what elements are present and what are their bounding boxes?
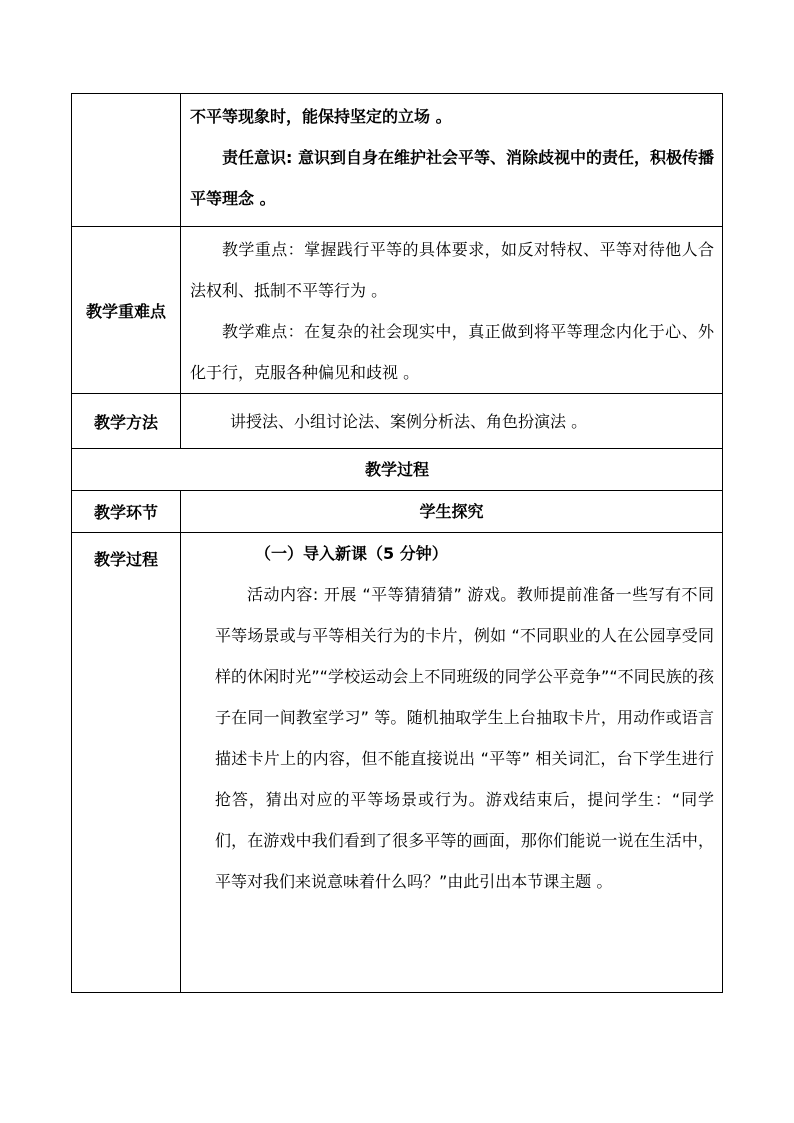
row-label-process: 教学过程 xyxy=(72,533,181,993)
process-cell xyxy=(181,533,722,902)
goals-cell xyxy=(181,94,722,219)
table-row-process xyxy=(72,533,723,993)
intro-activity-paragraph: 活动内容: 开展 “平等猜猜猜” 游戏。教师提前准备一些写有不同平等场景或与平等相关行为的卡片，例如 “不同职业的人在公园享受同样的休闲时光”“学校运动会上不同班级的同学公平竞争”“不同民族的孩子在同一间教室学习” 等。随机抽取学生上台抽取卡片，用动作或语言描述卡片上的内容，但不能直接说出 “平等” 相关词汇，台下学生进行抢答，猜出对应的平等场景或行为。游戏结束后，提问学生：“同学们，在游戏中我们看到了很多平等的画面，那你们能说一说在生活中，平等对我们来说意味着什么吗？”由此引出本节课主题 。 xyxy=(215,585,714,891)
process-header: 教学过程 xyxy=(364,460,429,479)
difficult-point-paragraph: 教学难点：在复杂的社会现实中，真正做到将平等理念内化于心、外化于行，克服各种偏见和歧视 。 xyxy=(190,322,714,382)
table-row-process-header xyxy=(72,449,723,491)
row-label-keypoints: 教学重难点 xyxy=(72,227,181,394)
table-row-goals xyxy=(72,94,723,227)
student-exploration-header: 学生探究 xyxy=(419,502,484,521)
responsibility-paragraph: 责任意识: 意识到自身在维护社会平等、消除歧视中的责任，积极传播平等理念 。 xyxy=(190,148,714,208)
row-label-stage: 教学环节 xyxy=(72,491,181,533)
row-label-empty xyxy=(72,94,181,227)
row-label-methods: 教学方法 xyxy=(72,394,181,449)
table-row-keypoints xyxy=(72,227,723,394)
keypoints-cell xyxy=(181,227,722,393)
methods-text: 讲授法、小组讨论法、案例分析法、角色扮演法 。 xyxy=(230,411,588,431)
table-row-stage-header xyxy=(72,491,723,533)
key-point-paragraph: 教学重点：掌握践行平等的具体要求，如反对特权、平等对待他人合法权利、抵制不平等行为 。 xyxy=(190,240,714,300)
table-row-methods xyxy=(72,394,723,449)
methods-cell xyxy=(181,401,722,442)
goals-line-1: 不平等现象时，能保持坚定的立场 。 xyxy=(190,107,452,126)
intro-heading: （一）导入新课（5 分钟） xyxy=(255,544,448,563)
lesson-plan-table xyxy=(71,93,723,993)
